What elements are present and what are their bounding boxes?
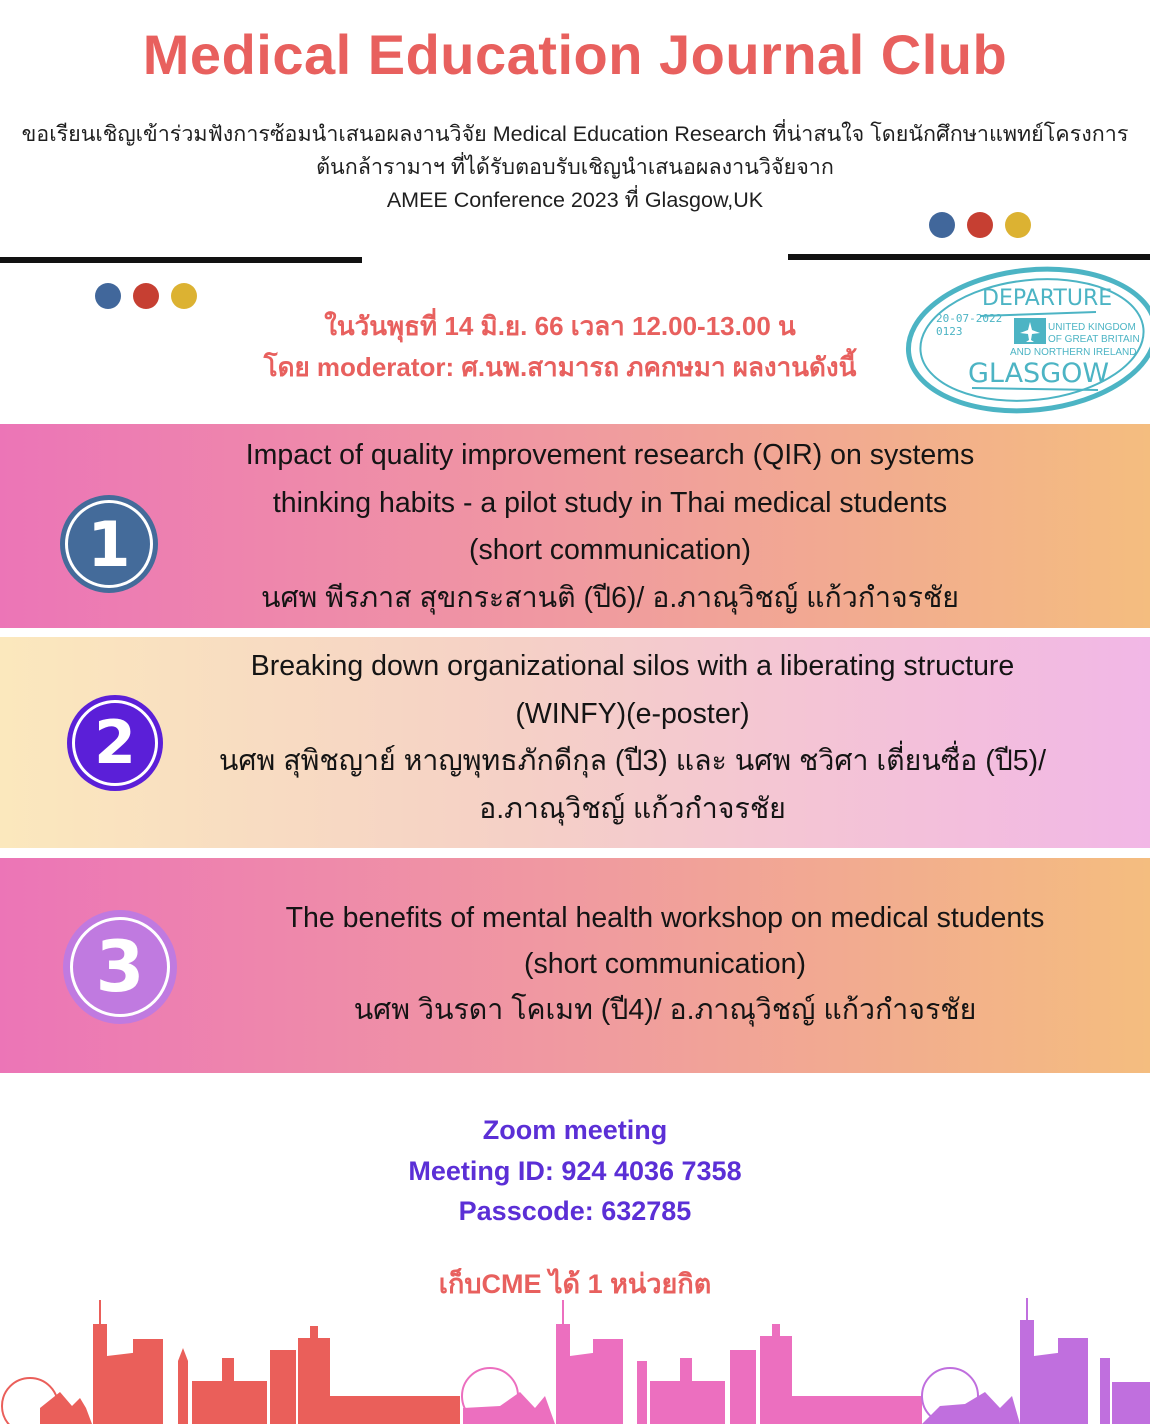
blue-dot-icon — [95, 283, 121, 309]
departure-stamp — [902, 266, 1150, 416]
yellow-dot-icon — [1005, 212, 1031, 238]
presentation-title-line: The benefits of mental health workshop on medical students — [285, 902, 1045, 934]
stamp-date — [936, 312, 1002, 338]
presentation-authors: นศพ สุพิชญาย์ หาญพุทธภักดีกุล (ปี3) และ นศพ ชวิศา เตี่ยนซื่อ (ปี5)/ — [218, 745, 1047, 777]
presentation-title-line: Impact of quality improvement research (QIR) on systems — [245, 439, 975, 471]
divider-right — [788, 254, 1150, 260]
intro-line: ต้นกล้ารามาฯ ที่ได้รับตอบรับเชิญนำเสนอผลงานวิจัยจาก — [316, 155, 834, 179]
stamp-date-text: 20-07-2022 — [936, 312, 1003, 325]
presentation-title-line: (WINFY)(e-poster) — [515, 697, 750, 730]
number-badge-2 — [67, 695, 163, 791]
presentation-text — [175, 643, 1090, 833]
zoom-label: Zoom meeting — [482, 1115, 668, 1145]
presentation-2 — [0, 637, 1150, 848]
meeting-id[interactable]: Meeting ID: 924 4036 7358 — [408, 1155, 742, 1186]
passcode[interactable]: Passcode: 632785 — [458, 1196, 692, 1226]
moderator: โดย moderator: ศ.นพ.สามารถ ภคกษมา ผลงานดังนี้ — [263, 352, 857, 382]
stamp-country — [1048, 322, 1140, 346]
cme-credit: เก็บCME ได้ 1 หน่วยกิต — [438, 1269, 712, 1299]
red-dot-icon — [967, 212, 993, 238]
date-time: ในวันพุธที่ 14 มิ.ย. 66 เวลา 12.00-13.00 น — [324, 311, 796, 341]
zoom-meeting-info — [0, 1110, 1150, 1232]
badge-number: 2 — [94, 708, 136, 778]
presentation-3 — [0, 858, 1150, 1073]
presentation-authors: อ.ภาณุวิชญ์ แก้วกำจรชัย — [479, 792, 786, 825]
intro-text — [0, 118, 1150, 217]
presentation-type: (short communication) — [469, 534, 751, 566]
badge-number: 3 — [95, 926, 145, 1008]
presentation-authors: นศพ วินรดา โคเมท (ปี4)/ อ.ภาณุวิชญ์ แก้วกำจรชัย — [353, 994, 977, 1026]
stamp-country-line: OF GREAT BRITAIN — [1048, 334, 1140, 345]
intro-line: AMEE Conference 2023 ที่ Glasgow,UK — [386, 188, 764, 212]
city-skyline-icon — [0, 1296, 1150, 1424]
presentation-1 — [0, 424, 1150, 628]
number-badge-3 — [63, 910, 177, 1024]
stamp-heading: DEPARTURE — [982, 286, 1113, 311]
presentation-title-line: Breaking down organizational silos with a liberating structure — [250, 650, 1015, 682]
badge-number: 1 — [87, 507, 131, 581]
presentation-authors: นศพ พีรภาส สุขกระสานติ (ปี6)/ อ.ภาณุวิชญ์ แก้วกำจรชัย — [260, 581, 960, 614]
blue-dot-icon — [929, 212, 955, 238]
schedule-info — [180, 306, 940, 388]
stamp-country-line: AND NORTHERN IRELAND — [1010, 347, 1137, 358]
stamp-code: 0123 — [936, 325, 963, 338]
number-badge-1 — [60, 495, 158, 593]
divider-left — [0, 257, 362, 263]
presentation-type: (short communication) — [524, 948, 806, 980]
presentation-title-line: thinking habits - a pilot study in Thai medical students — [272, 486, 948, 519]
intro-line: ขอเรียนเชิญเข้าร่วมฟังการซ้อมนำเสนอผลงานวิจัย Medical Education Research ที่น่าสนใจ โดยนักศึกษาแพทย์โครงการ — [21, 122, 1129, 146]
red-dot-icon — [133, 283, 159, 309]
decor-dots-right — [929, 212, 1031, 238]
presentation-text — [220, 895, 1110, 1033]
stamp-country-line: UNITED KINGDOM — [1048, 322, 1136, 333]
presentation-text — [170, 432, 1050, 622]
stamp-city: GLASGOW — [968, 358, 1110, 389]
page-title: Medical Education Journal Club — [142, 23, 1008, 86]
